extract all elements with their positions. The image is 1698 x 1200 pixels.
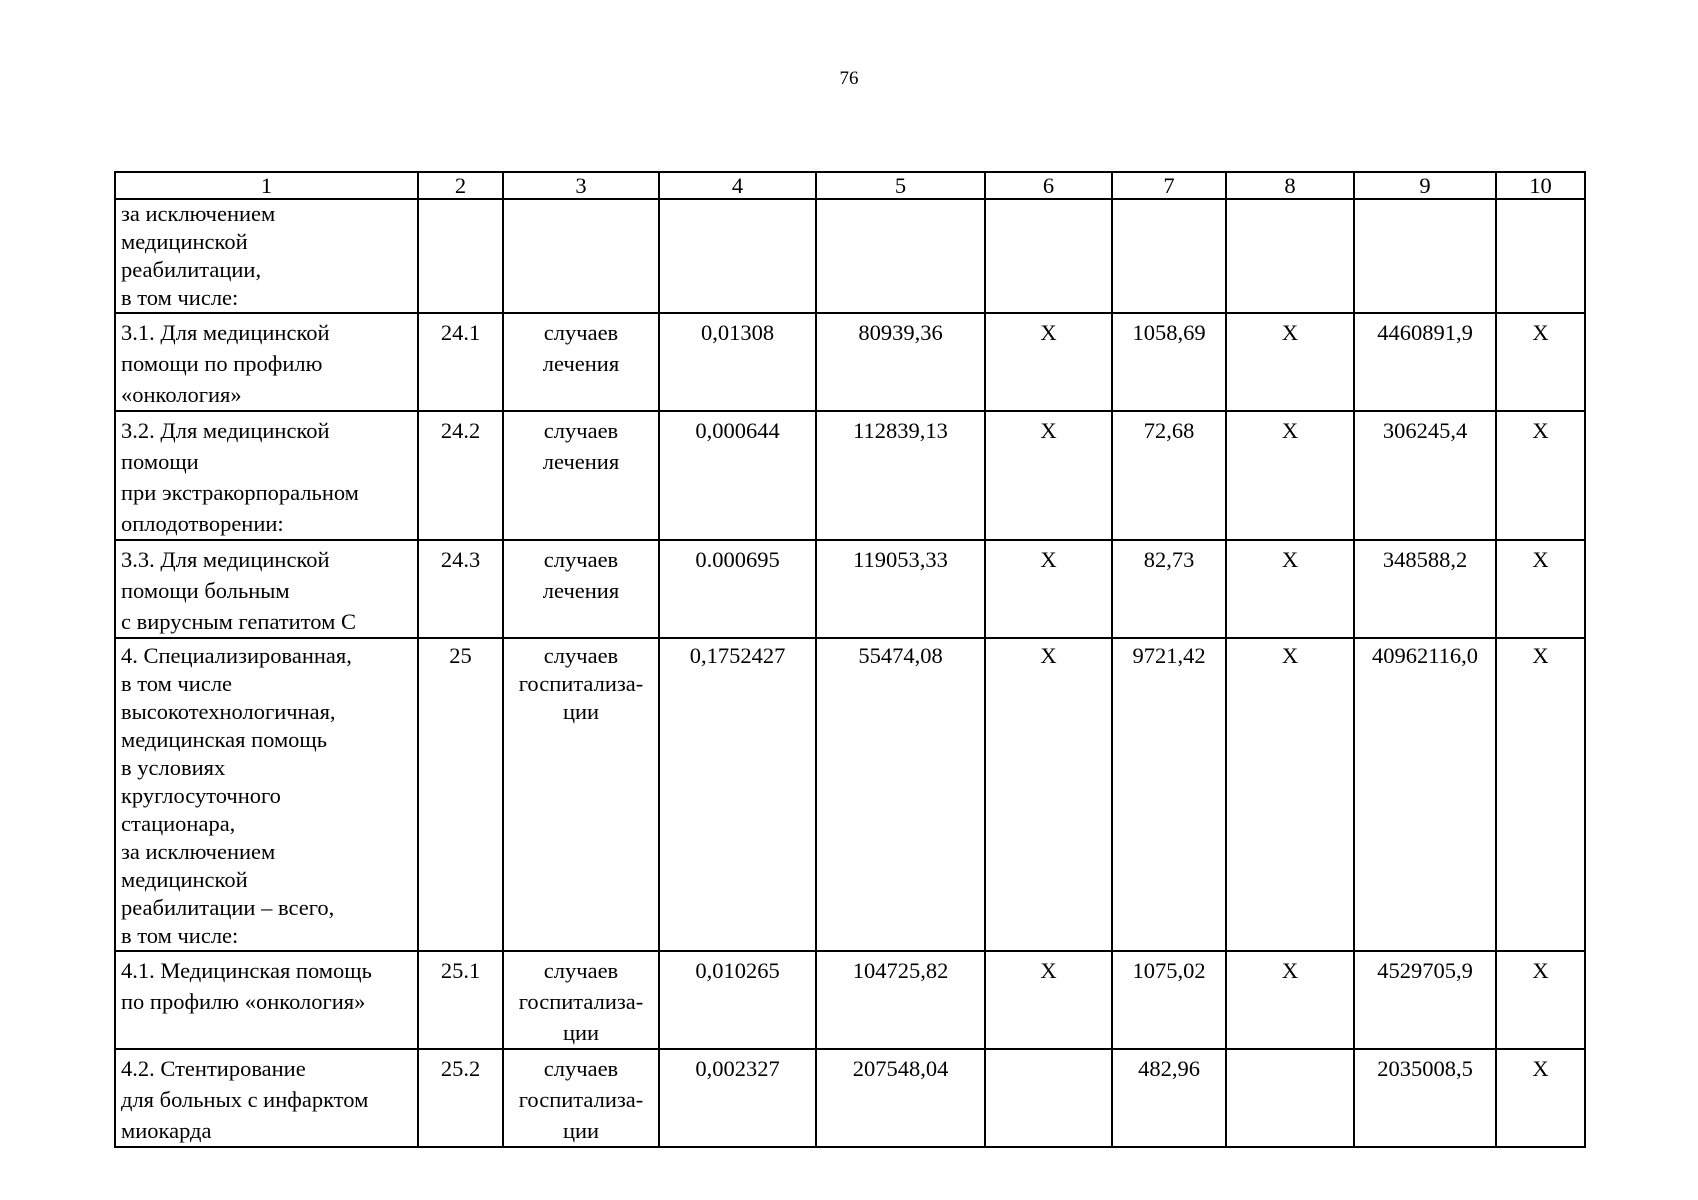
name-line: при экстракорпоральном bbox=[121, 480, 359, 505]
empty-cell bbox=[418, 199, 503, 313]
empty-cell bbox=[1112, 199, 1226, 313]
row-value-cell: Х bbox=[1496, 411, 1585, 540]
table-row bbox=[115, 951, 1585, 1049]
row-code-cell: 25.2 bbox=[418, 1049, 503, 1147]
row-name-cell bbox=[115, 540, 418, 638]
unit-line: лечения bbox=[542, 578, 620, 603]
row-value-cell: 0,002327 bbox=[659, 1049, 816, 1147]
unit-line: случаев bbox=[543, 547, 619, 572]
unit-line: лечения bbox=[542, 351, 620, 376]
unit-line: госпитализа- bbox=[518, 1087, 644, 1112]
row-value-cell: Х bbox=[985, 638, 1112, 951]
row-value-cell: Х bbox=[1496, 540, 1585, 638]
row-unit-cell bbox=[503, 638, 659, 951]
name-line: за исключением bbox=[121, 839, 276, 864]
name-line: за исключением bbox=[121, 201, 276, 226]
row-value-cell: 4529705,9 bbox=[1354, 951, 1496, 1049]
row-value-cell: Х bbox=[1226, 638, 1354, 951]
name-line: помощи bbox=[121, 449, 199, 474]
table-row bbox=[115, 638, 1585, 951]
row-value-cell: Х bbox=[985, 313, 1112, 411]
row-value-cell: 104725,82 bbox=[816, 951, 985, 1049]
row-value-cell: 82,73 bbox=[1112, 540, 1226, 638]
table-row bbox=[115, 313, 1585, 411]
row-value-cell: 207548,04 bbox=[816, 1049, 985, 1147]
data-table bbox=[114, 171, 1586, 1148]
row-value-cell: Х bbox=[985, 411, 1112, 540]
empty-cell bbox=[1354, 199, 1496, 313]
row-code-cell: 24.3 bbox=[418, 540, 503, 638]
row-value-cell: 40962116,0 bbox=[1354, 638, 1496, 951]
name-line: в том числе: bbox=[121, 285, 239, 310]
unit-line: ции bbox=[562, 699, 600, 724]
name-line: миокарда bbox=[121, 1118, 212, 1143]
header-cell: 2 bbox=[418, 172, 503, 199]
row-value-cell: 0,010265 bbox=[659, 951, 816, 1049]
row-unit-cell bbox=[503, 313, 659, 411]
row-value-cell: 4460891,9 bbox=[1354, 313, 1496, 411]
row-value-cell bbox=[1226, 1049, 1354, 1147]
unit-line: случаев bbox=[543, 320, 619, 345]
row-value-cell: 55474,08 bbox=[816, 638, 985, 951]
name-line: 4.2. Стентирование bbox=[121, 1056, 306, 1081]
row-value-cell: 1058,69 bbox=[1112, 313, 1226, 411]
row-unit-cell bbox=[503, 540, 659, 638]
name-line: 3.1. Для медицинской bbox=[121, 320, 330, 345]
row-value-cell: 119053,33 bbox=[816, 540, 985, 638]
name-line: в том числе: bbox=[121, 923, 239, 948]
row-value-cell: 0,1752427 bbox=[659, 638, 816, 951]
header-cell: 8 bbox=[1226, 172, 1354, 199]
empty-cell bbox=[659, 199, 816, 313]
name-line: реабилитации, bbox=[121, 257, 262, 282]
row-value-cell: 306245,4 bbox=[1354, 411, 1496, 540]
name-line: медицинской bbox=[121, 867, 248, 892]
row-value-cell: 0,01308 bbox=[659, 313, 816, 411]
row-value-cell bbox=[985, 1049, 1112, 1147]
name-line: оплодотворении: bbox=[121, 511, 284, 536]
row-name-cell bbox=[115, 1049, 418, 1147]
header-row bbox=[115, 172, 1585, 199]
row-value-cell: Х bbox=[1226, 411, 1354, 540]
row-value-cell: Х bbox=[985, 951, 1112, 1049]
table-row bbox=[115, 1049, 1585, 1147]
name-line: в том числе bbox=[121, 671, 233, 696]
name-line: в условиях bbox=[121, 755, 226, 780]
name-line: по профилю «онкология» bbox=[121, 989, 366, 1014]
row-code-cell: 24.2 bbox=[418, 411, 503, 540]
row-value-cell: 80939,36 bbox=[816, 313, 985, 411]
row-name-cell bbox=[115, 411, 418, 540]
header-cell: 3 bbox=[503, 172, 659, 199]
name-line: стационара, bbox=[121, 811, 236, 836]
row-code-cell: 25 bbox=[418, 638, 503, 951]
unit-line: лечения bbox=[542, 449, 620, 474]
row-code-cell: 25.1 bbox=[418, 951, 503, 1049]
row-value-cell: Х bbox=[1496, 1049, 1585, 1147]
name-line: 3.2. Для медицинской bbox=[121, 418, 330, 443]
row-value-cell: 112839,13 bbox=[816, 411, 985, 540]
name-line: высокотехнологичная, bbox=[121, 699, 336, 724]
row-value-cell: Х bbox=[1226, 540, 1354, 638]
name-line: 3.3. Для медицинской bbox=[121, 547, 330, 572]
row-value-cell: 0,000644 bbox=[659, 411, 816, 540]
unit-line: госпитализа- bbox=[518, 671, 644, 696]
name-line: 4.1. Медицинская помощь bbox=[121, 958, 372, 983]
table-row bbox=[115, 411, 1585, 540]
row-unit-cell bbox=[503, 951, 659, 1049]
row-value-cell: Х bbox=[1226, 313, 1354, 411]
name-line: помощи по профилю bbox=[121, 351, 323, 376]
unit-line: случаев bbox=[543, 643, 619, 668]
header-cell: 7 bbox=[1112, 172, 1226, 199]
empty-cell bbox=[1496, 199, 1585, 313]
unit-line: госпитализа- bbox=[518, 989, 644, 1014]
row-value-cell: Х bbox=[1496, 313, 1585, 411]
row-value-cell: 1075,02 bbox=[1112, 951, 1226, 1049]
unit-line: ции bbox=[562, 1118, 600, 1143]
header-cell: 9 bbox=[1354, 172, 1496, 199]
unit-line: случаев bbox=[543, 958, 619, 983]
empty-cell bbox=[503, 199, 659, 313]
row-value-cell: 482,96 bbox=[1112, 1049, 1226, 1147]
row-name-cell bbox=[115, 951, 418, 1049]
row-value-cell: 2035008,5 bbox=[1354, 1049, 1496, 1147]
header-cell: 5 bbox=[816, 172, 985, 199]
row-value-cell: 9721,42 bbox=[1112, 638, 1226, 951]
name-line: реабилитации – всего, bbox=[121, 895, 335, 920]
row-name-cell bbox=[115, 199, 418, 313]
page-number: 76 bbox=[839, 68, 859, 89]
name-line: медицинской bbox=[121, 229, 248, 254]
name-line: «онкология» bbox=[121, 382, 242, 407]
unit-line: ции bbox=[562, 1020, 600, 1045]
header-cell: 10 bbox=[1496, 172, 1585, 199]
row-name-cell bbox=[115, 638, 418, 951]
continuation-row bbox=[115, 199, 1585, 313]
row-name-cell bbox=[115, 313, 418, 411]
name-line: с вирусным гепатитом С bbox=[121, 609, 356, 634]
row-value-cell: 72,68 bbox=[1112, 411, 1226, 540]
unit-line: случаев bbox=[543, 418, 619, 443]
unit-line: случаев bbox=[543, 1056, 619, 1081]
name-line: медицинская помощь bbox=[121, 727, 328, 752]
name-line: для больных с инфарктом bbox=[121, 1087, 369, 1112]
row-value-cell: Х bbox=[985, 540, 1112, 638]
row-value-cell: 0.000695 bbox=[659, 540, 816, 638]
row-unit-cell bbox=[503, 1049, 659, 1147]
header-cell: 1 bbox=[115, 172, 418, 199]
table-row bbox=[115, 540, 1585, 638]
name-line: помощи больным bbox=[121, 578, 290, 603]
row-unit-cell bbox=[503, 411, 659, 540]
name-line: круглосуточного bbox=[121, 783, 281, 808]
row-value-cell: Х bbox=[1496, 951, 1585, 1049]
header-cell: 6 bbox=[985, 172, 1112, 199]
row-value-cell: Х bbox=[1496, 638, 1585, 951]
empty-cell bbox=[985, 199, 1112, 313]
row-value-cell: 348588,2 bbox=[1354, 540, 1496, 638]
row-value-cell: Х bbox=[1226, 951, 1354, 1049]
row-code-cell: 24.1 bbox=[418, 313, 503, 411]
empty-cell bbox=[816, 199, 985, 313]
name-line: 4. Специализированная, bbox=[121, 643, 352, 668]
empty-cell bbox=[1226, 199, 1354, 313]
header-cell: 4 bbox=[659, 172, 816, 199]
